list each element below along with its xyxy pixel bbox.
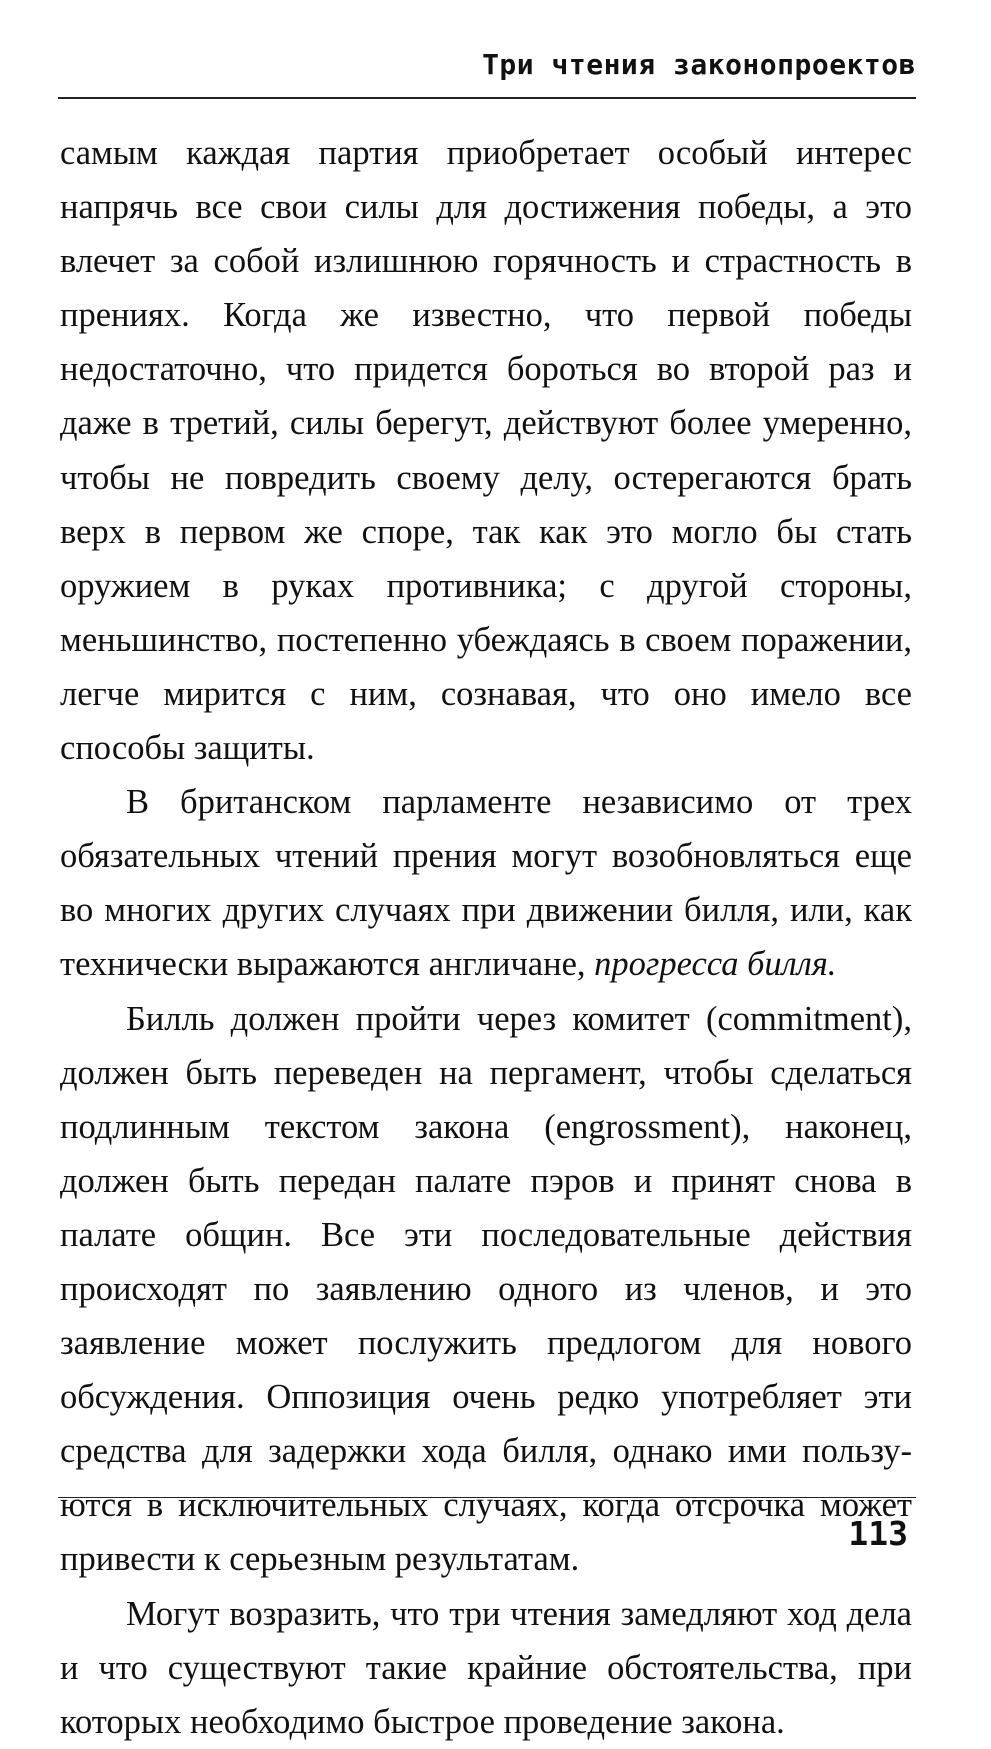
header-rule xyxy=(58,97,916,99)
body-text xyxy=(60,126,912,1749)
paragraph-objection: Могут возразить, что три чтения замедляют ход дела и что существуют такие крайние обстоятельства, при которых необходимо быстрое проведение закона. xyxy=(60,1594,912,1741)
paragraph-continued: самым каждая партия приобретает особый интерес напрячь все свои силы для достижения победы, а это влечет за собой излишнюю горячность и страстность в прениях. Когда же известно, что первой победы недостаточно, что придется бороться во второй раз и даже в третий, силы берегут, действуют более умеренно, чтобы не повредить своему делу, остерегаются брать верх в первом же споре, так как это могло бы стать оружием в руках противника; с другой стороны, меньшинство, постепенно убеждаясь в своем поражении, легче мирится с ним, сознавая, что оно имело все способы защиты. xyxy=(60,134,912,768)
running-title: Три чтения законопроектов xyxy=(482,48,916,81)
paragraph-british-parliament xyxy=(60,775,912,991)
paragraph-bill-stages: Билль должен пройти через комитет (commitment), должен быть переведен на пергамент, чтобы сделаться подлинным текстом закона (engrossment), наконец, должен быть передан палате пэров и принят снова в палате общин. Все эти последовательные действия происходят по заявлению одного из членов, и это заявление может послужить предлогом для нового обсуждения. Оппозиция очень редко употребляет эти средства для задержки хода билля, однако ими пользуются в исключительных случаях, когда отсрочка может привести к серьезным результатам. xyxy=(60,999,912,1579)
page-number: 113 xyxy=(848,1514,908,1553)
italic-term: прогресса билля. xyxy=(594,945,837,984)
paragraph-text: В британском парламенте независимо от трех обязательных чтений прения могут возобновляться еще во многих других случаях при движении билля, или, как технически выражаются англичане, xyxy=(60,783,912,984)
footer-rule xyxy=(58,1497,916,1498)
